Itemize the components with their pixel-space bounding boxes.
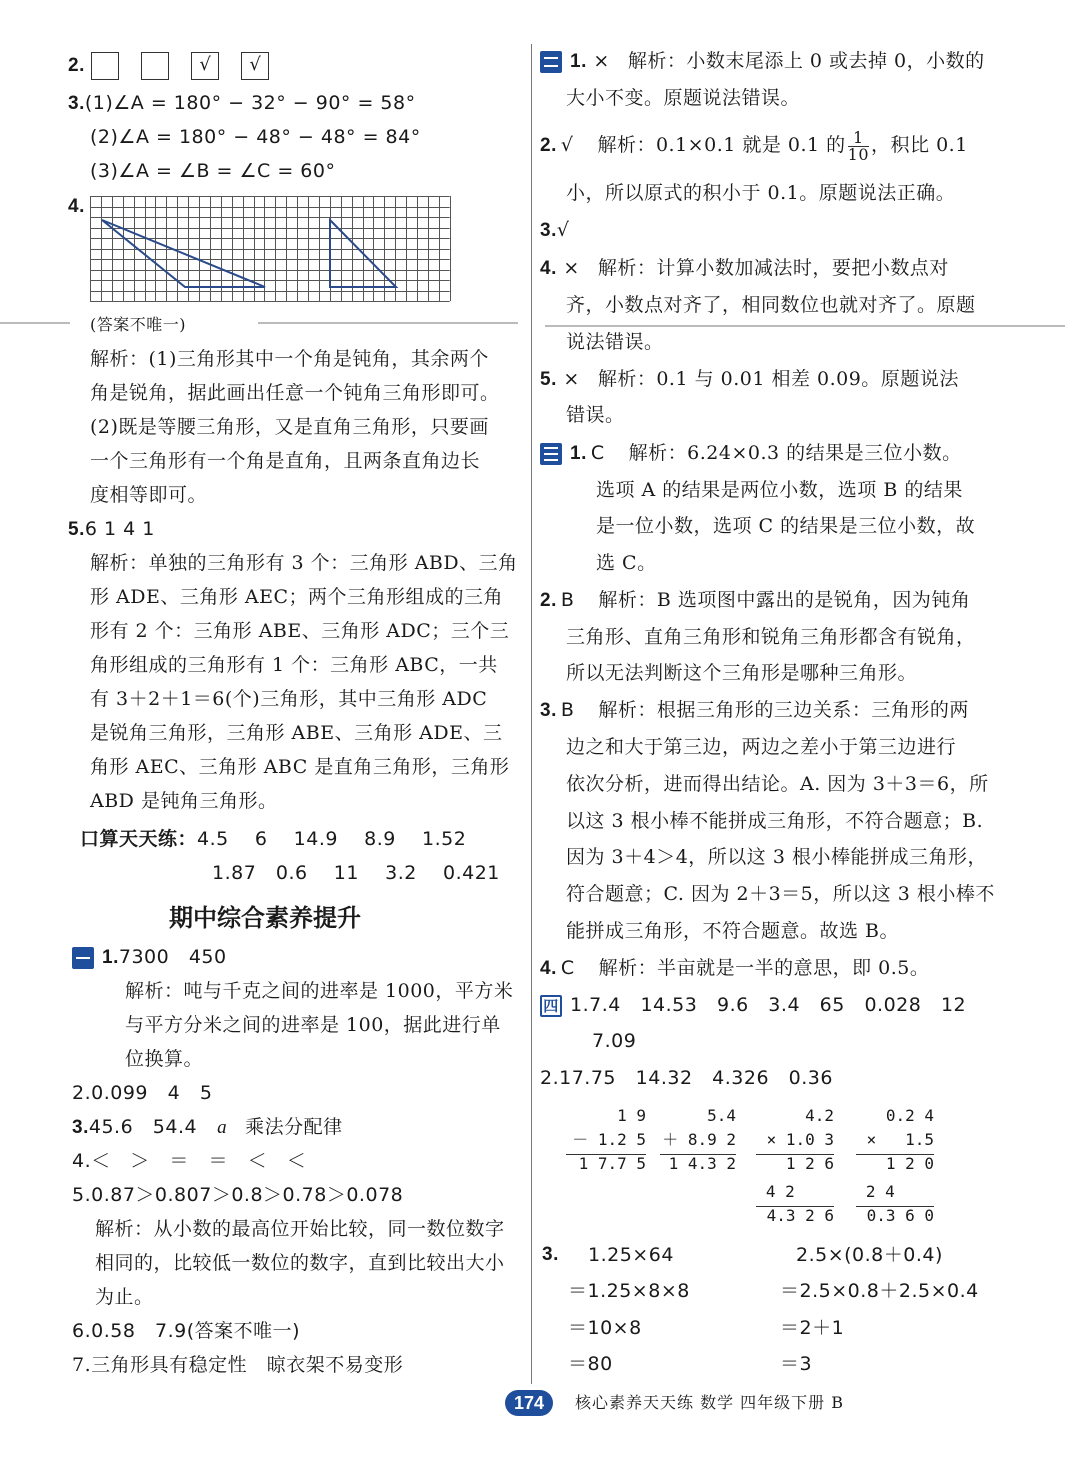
s2-q2-expl: 小，所以原式的积小于 0.1。原题说法正确。 [566, 182, 956, 204]
answer-box [91, 52, 119, 80]
vertical-calc-3: 4.2 × 1.0 3 1 2 6 4 2 4.3 2 6 [756, 1104, 834, 1228]
s3-q3-expl: 边之和大于第三边，两边之差小于第三边进行 [566, 736, 957, 758]
calc-step: 2.5×(0.8＋0.4) [796, 1244, 943, 1266]
s4-q3-number: 3. [542, 1244, 559, 1265]
s1-q3: 3.45.6 54.4 a 乘法分配律 [72, 1116, 343, 1138]
calc-step: ＝10×8 [568, 1317, 642, 1339]
section-three-marker [540, 443, 562, 465]
q5-expl-line: ABD 是钝角三角形。 [90, 790, 278, 812]
s2-q5-expl: 错误。 [566, 404, 625, 426]
vertical-calc-2: 5.4 ＋ 8.9 2 1 4.3 2 [660, 1104, 736, 1176]
s1-q5: 5.0.87＞0.807＞0.8＞0.78＞0.078 [72, 1184, 404, 1206]
s2-q1-expl: 大小不变。原题说法错误。 [566, 87, 801, 109]
q4-expl-line: (2)既是等腰三角形，又是直角三角形，只要画 [90, 416, 489, 438]
q4-expl-line: 一个三角形有一个角是直角，且两条直角边长 [90, 450, 481, 472]
q5-expl-line: 角形组成的三角形有 1 个：三角形 ABC，一共 [90, 654, 498, 676]
s1-q5-expl-line: 相同的，比较低一数位的数字，直到比较出大小 [95, 1252, 505, 1274]
s4-q1: 四 1.7.4 14.53 9.6 3.4 65 0.028 12 [540, 988, 966, 1022]
q5-expl-line: 解析：单独的三角形有 3 个：三角形 ABD、三角 [90, 552, 518, 574]
s3-q4: 4. C 解析：半亩就是一半的意思，即 0.5。 [540, 957, 930, 979]
answer-box: √ [191, 52, 219, 80]
s1-q6: 6.0.58 7.9(答案不唯一) [72, 1320, 301, 1342]
kousuan-row-2: 1.87 0.6 11 3.2 0.421 [212, 862, 500, 884]
q4-number: 4. [68, 196, 85, 217]
s2-q1: 1. × 解析：小数末尾添上 0 或去掉 0，小数的 [540, 44, 985, 79]
s2-q4: 4. × 解析：计算小数加减法时，要把小数点对 [540, 257, 949, 279]
s2-q3: 3.√ [540, 219, 570, 241]
s2-q5: 5. × 解析：0.1 与 0.01 相差 0.09。原题说法 [540, 368, 959, 390]
s3-q3-expl: 依次分析，进而得出结论。A. 因为 3＋3＝6，所 [566, 773, 989, 795]
calc-step: ＝2＋1 [780, 1317, 845, 1339]
calc-step: 1.25×64 [588, 1244, 674, 1266]
calc-step: ＝2.5×0.8＋2.5×0.4 [780, 1280, 979, 1302]
s1-q4: 4.＜ ＞ ＝ ＝ ＜ ＜ [72, 1150, 307, 1172]
book-title: 核心素养天天练 数学 四年级下册 B [575, 1393, 845, 1412]
q5-expl-line: 有 3＋2＋1＝6(个)三角形，其中三角形 ADC [90, 688, 488, 710]
page-number: 174 [505, 1390, 553, 1416]
s3-q1-expl: 选项 A 的结果是两位小数，选项 B 的结果 [596, 479, 963, 501]
q2-row: 2. √ √ [68, 48, 291, 83]
vertical-calc-4: 0.2 4 × 1.5 1 2 0 2 4 0.3 6 0 [856, 1104, 934, 1228]
s4-q2: 2.17.75 14.32 4.326 0.36 [540, 1067, 833, 1089]
s1-q5-expl-line: 为止。 [95, 1286, 154, 1308]
section-title: 期中综合素养提升 [169, 904, 361, 932]
s1-q1: 1.7300 450 [72, 940, 227, 975]
s3-q1-expl: 选 C。 [596, 552, 657, 574]
s3-q3-expl: 因为 3＋4＞4，所以这 3 根小棒能拼成三角形， [566, 846, 987, 868]
q3-line: (2)∠A = 180° − 48° − 48° = 84° [90, 126, 421, 148]
s3-q2: 2. B 解析：B 选项图中露出的是锐角，因为钝角 [540, 589, 971, 611]
cut-line [258, 322, 518, 324]
q5-expl-line: 角形 AEC、三角形 ABC 是直角三角形，三角形 [90, 756, 510, 778]
calc-step: ＝80 [568, 1353, 613, 1375]
s3-q2-expl: 三角形、直角三角形和锐角三角形都含有锐角， [566, 626, 976, 648]
section-four-marker: 四 [540, 995, 562, 1017]
s3-q3-expl: 以这 3 根小棒不能拼成三角形，不符合题意；B. [566, 810, 984, 832]
s1-q1-expl-line: 与平方分米之间的进率是 100，据此进行单 [125, 1014, 501, 1036]
s3-q3-expl: 符合题意；C. 因为 2＋3＝5，所以这 3 根小棒不 [566, 883, 995, 905]
s3-q1: 1. C 解析：6.24×0.3 的结果是三位小数。 [540, 436, 962, 471]
s1-q1-expl-line: 解析：吨与千克之间的进率是 1000，平方米 [125, 980, 514, 1002]
s3-q3: 3. B 解析：根据三角形的三边关系：三角形的两 [540, 699, 969, 721]
s1-q2: 2.0.099 4 5 [72, 1082, 213, 1104]
q5-expl-line: 形有 2 个：三角形 ABE、三角形 ADC；三个三 [90, 620, 510, 642]
obtuse-triangle [102, 220, 265, 287]
vertical-calc-1: 1 9 － 1.2 5 1 7.7 5 [566, 1104, 646, 1176]
kousuan-row: 口算天天练：4.5 6 14.9 8.9 1.52 [80, 828, 467, 850]
s2-q4-expl: 说法错误。 [566, 331, 664, 353]
q4-expl-line: 角是锐角，据此画出任意一个钝角三角形即可。 [90, 382, 500, 404]
s4-q1-cont: 7.09 [592, 1030, 637, 1052]
fraction: $\frac{1}{10}$ [847, 127, 870, 164]
section-one-marker [72, 947, 94, 969]
q5-answer: 5.6 1 4 1 [68, 518, 155, 540]
s2-q2: 2. √ 解析：0.1×0.1 就是 0.1 的 $\frac{1}{10}$ ，积比 0.1 [540, 127, 968, 164]
cut-line [0, 322, 70, 324]
s1-q1-expl-line: 位换算。 [125, 1048, 204, 1070]
s3-q3-expl: 能拼成三角形，不符合题意。故选 B。 [566, 920, 900, 942]
s1-q7: 7.三角形具有稳定性 晾衣架不易变形 [72, 1354, 404, 1376]
q3-line: 3.(1)∠A = 180° − 32° − 90° = 58° [68, 92, 416, 114]
q5-expl-line: 是锐角三角形，三角形 ABE、三角形 ADE、三 [90, 722, 503, 744]
section-two-marker [540, 51, 562, 73]
q4-expl-line: 解析：(1)三角形其中一个角是钝角，其余两个 [90, 348, 489, 370]
q5-expl-line: 形 ADE、三角形 AEC；两个三角形组成的三角 [90, 586, 504, 608]
s2-q4-expl: 齐，小数点对齐了，相同数位也就对齐了。原题 [566, 294, 976, 316]
triangle-grid-figure [90, 196, 452, 302]
s3-q2-expl: 所以无法判断这个三角形是哪种三角形。 [566, 662, 918, 684]
calc-step: ＝1.25×8×8 [568, 1280, 690, 1302]
s3-q1-expl: 是一位小数，选项 C 的结果是三位小数，故 [596, 515, 976, 537]
calc-step: ＝3 [780, 1353, 813, 1375]
answer-box: √ [241, 52, 269, 80]
column-divider [531, 44, 532, 1384]
s1-q5-expl-line: 解析：从小数的最高位开始比较，同一数位数字 [95, 1218, 505, 1240]
q3-line: (3)∠A = ∠B = ∠C = 60° [90, 160, 336, 182]
q4-note: (答案不唯一) [90, 315, 186, 334]
q4-expl-line: 度相等即可。 [90, 484, 208, 506]
answer-box [141, 52, 169, 80]
